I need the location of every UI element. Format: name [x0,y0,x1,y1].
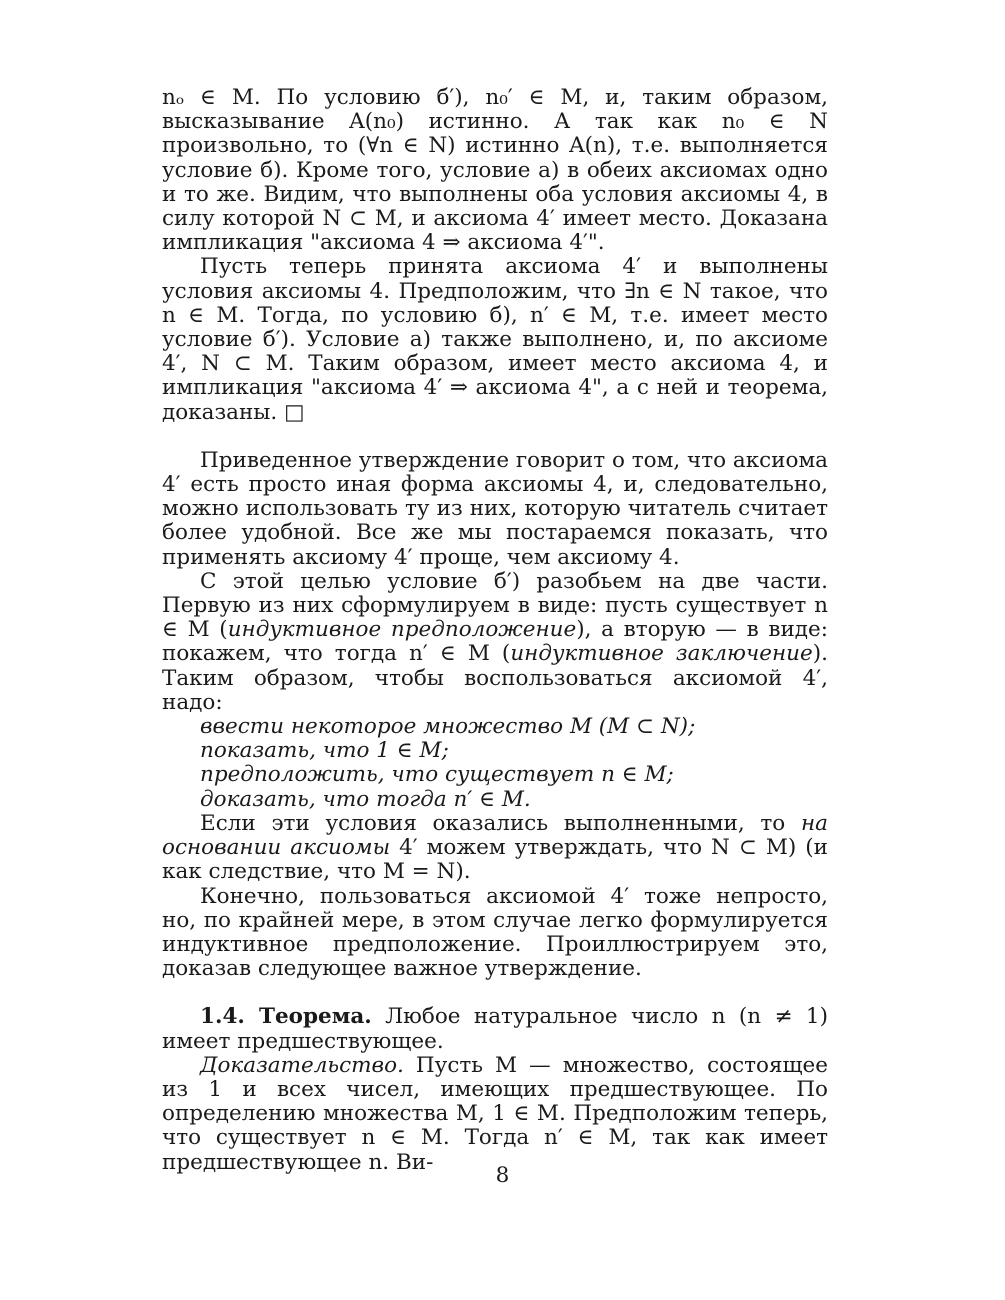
theorem-text: Любое натуральное число n (n ≠ 1) имеет предшествующее. [162,1004,828,1054]
proof-text: Пусть M — множество, состоящее из 1 и всех чисел, имеющих предшествующее. По определению множества M, 1 ∈ M. Предположим теперь, что существует n ∈ M. Тогда n′ ∈ M, так как имеет предшествующее n. Ви- [162,1052,828,1175]
theorem-1-4 [162,1005,828,1053]
paragraph-conclusion: Если эти условия оказались выполненными, то на основании аксиомы 4′ можем утверждать, что N ⊂ M) (и как следствие, что M = N). [162,810,828,885]
term-inductive-conclusion: индуктивное заключение [510,641,813,667]
theorem-label: 1.4. Теорема. [200,1004,372,1030]
paragraph-induction-steps: С этой целью условие б′) разобьем на две части. Первую из них сформулируем в виде: пусть существует n ∈ M (индуктивное предположение), а вторую — в виде: покажем, что тогда n′ ∈ M (индуктивное заключение). Таким образом, чтобы воспользоваться аксиомой 4′, надо: [162,568,828,715]
paragraph-equivalence-remark: Приведенное утверждение говорит о том, что аксиома 4′ есть просто иная форма аксиомы 4, и, следовательно, можно использовать ту из них, которую читатель считает более удобной. Все же мы постараемся показать, что применять аксиому 4′ проще, чем аксиому 4. [162,447,828,570]
paragraph-converse-proof: Пусть теперь принята аксиома 4′ и выполнены условия аксиомы 4. Предположим, что ∃n ∈ N такое, что n ∈ M. Тогда, по условию б), n′ ∈ M, т.е. имеет место условие б′). Условие а) также выполнено, и, по аксиоме 4′, N ⊂ M. Таким образом, имеет место аксиома 4, и импликация "аксиома 4′ ⇒ аксиома 4", а с ней и теорема, доказаны. □ [162,254,828,425]
page-number: 8 [495,1163,510,1188]
list-item-prove-step: доказать, что тогда n′ ∈ M. [200,786,531,812]
term-inductive-hypothesis: индуктивное предположение [227,617,577,643]
proof-label: Доказательство. [200,1052,404,1078]
term-axiom-basis: на основании аксиомы [162,810,828,861]
body-text [162,86,828,1175]
list-item-show-base: показать, что 1 ∈ M; [200,738,449,764]
proof-paragraph [162,1054,828,1175]
paragraph-illustration: Конечно, пользоваться аксиомой 4′ тоже непросто, но, по крайней мере, в этом случае легко формулируется индуктивное предположение. Проиллюстрируем это, доказав следующее важное утверждение. [162,883,828,982]
list-item-introduce-set: ввести некоторое множество M (M ⊂ N); [200,714,696,740]
paragraph-proof-continuation: nₒ ∈ M. По условию б′), n₀′ ∈ M, и, таким образом, высказывание A(n₀) истинно. А так как n₀ ∈ N произвольно, то (∀n ∈ N) истинно A(n), т.е. выполняется условие б). Кроме того, условие а) в обеих аксиомах одно и то же. Видим, что выполнены оба условия аксиомы 4, в силу которой N ⊂ M, и аксиома 4′ имеет место. Доказана импликация "аксиома 4 ⇒ аксиома 4′". [162,85,828,256]
list-item-assume: предположить, что существует n ∈ M; [200,762,674,788]
